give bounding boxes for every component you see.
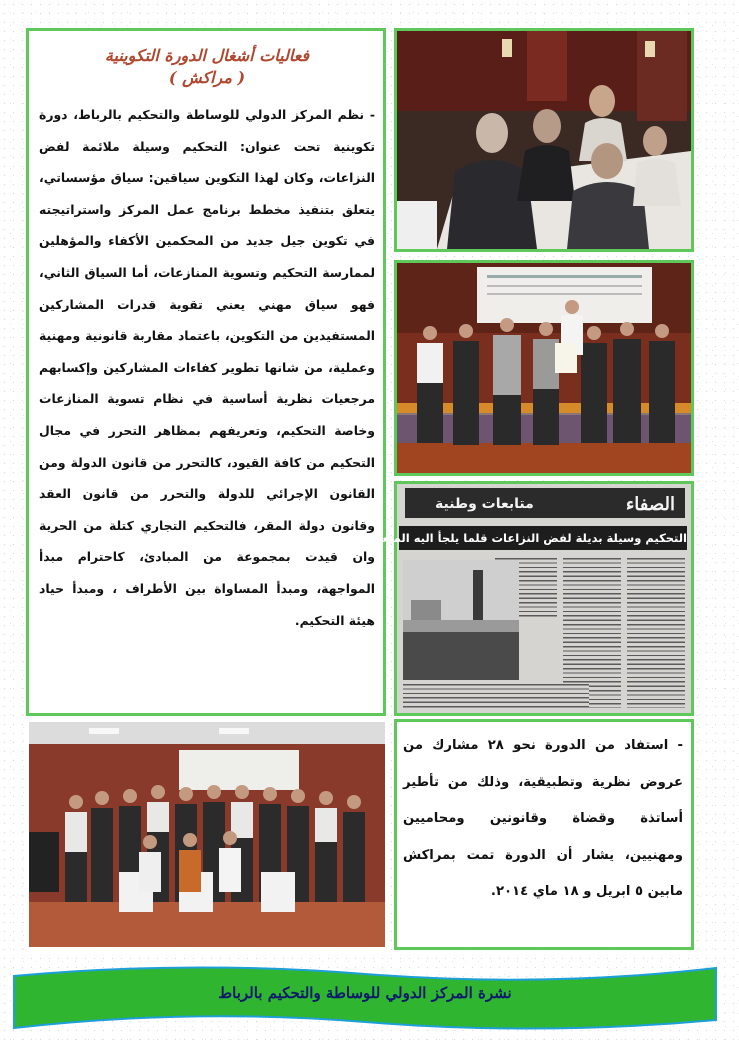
newspaper-clipping bbox=[277, 481, 694, 716]
newspaper-masthead bbox=[405, 488, 685, 518]
photo-group-participants bbox=[26, 719, 388, 950]
newspaper-column bbox=[627, 558, 685, 708]
photo-signing-ceremony bbox=[394, 28, 694, 252]
article-title-line2: ( مراكش ) bbox=[168, 68, 246, 87]
newspaper-name: الصفاء bbox=[625, 494, 675, 515]
article-title-line1: فعاليات أشغال الدورة التكوينية bbox=[104, 46, 310, 65]
footer-text: نشرة المركز الدولي للوساطة والتحكيم بالرباط bbox=[218, 984, 512, 1002]
newspaper-column bbox=[403, 684, 589, 708]
summary-body: - استفاد من الدورة نحو ٢٨ مشارك من عروض نظرية وتطبيقية، وذلك من تأطير أساتذة وقضاة وقانونين ومحاميين ومهنيين، يشار أن الدورة تمت بمراكش مابين ٥ ابريل و ١٨ ماي ٢٠١٤. bbox=[403, 738, 684, 899]
newspaper-headline: التحكيم وسيلة بديلة لفض النزاعات قلما يلجأ اليه المتعاملون الاقتصاديون bbox=[399, 526, 687, 550]
photo-certificate-stage bbox=[394, 260, 694, 476]
newspaper-section: متابعات وطنية bbox=[435, 496, 534, 512]
newspaper-photo bbox=[403, 560, 519, 680]
article-box bbox=[26, 28, 386, 716]
article-body: - نظم المركز الدولي للوساطة والتحكيم بالرباط، دورة تكوينية تحت عنوان: التحكيم وسيلة ملائمة لفض النزاعات، وكان لهذا التكوين سياقين: سياق مؤسساتي، يتعلق بتنفيذ مخطط برنامج عمل المركز واستراتيجته في تكوين جيل جديد من المحكمين الأكفاء والمؤهلين لممارسة التحكيم وتسوية المنازعات، أما السياق الثاني، فهو سياق مهني يعني تقوية قدرات المشاركين المستفيدين من التكوين، باعتماد مقاربة قانونية ومهنية وعملية، من شانها تطوير كفاءات المشاركين وإكسابهم مرجعيات نظرية أساسية في نظام تسوية المنازعات وخاصة التحكيم، وتعريفهم بمظاهر التحرر في مجال التحكيم من كافة القيود، كالتحرر من قانون الدولة ومن القانون الإجرائي للدولة والتحرر من قانون العقد وقانون دولة المقر، فالتحكيم التجاري كتلة من الحرية وان قيدت بمجموعة من المبادئ، كاحترام مبدأ المواجهة، ومبدأ المساواة بين الأطراف ، ومبدأ حياد هيئة التحكيم. bbox=[39, 107, 375, 628]
summary-box bbox=[394, 719, 694, 950]
article-title bbox=[39, 45, 375, 89]
footer-banner bbox=[14, 962, 716, 1032]
